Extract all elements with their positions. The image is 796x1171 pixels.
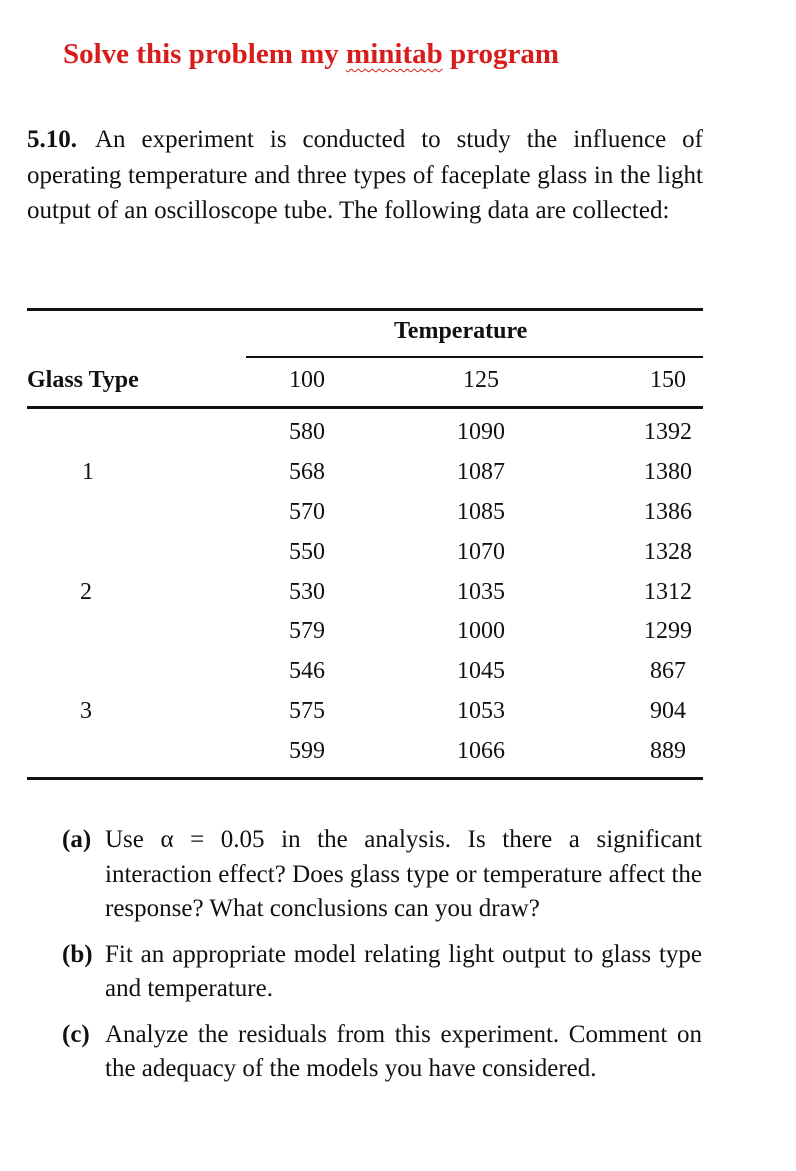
table-cell: 904 (650, 698, 686, 724)
question-list (62, 823, 702, 1098)
table-cell: 1380 (644, 459, 692, 485)
table-cell: 1045 (457, 658, 505, 684)
header-rule (27, 406, 703, 409)
question-a (62, 823, 702, 927)
table-top-rule (27, 308, 703, 311)
request-heading (63, 38, 559, 71)
table-cell: 889 (650, 738, 686, 764)
temperature-header: Temperature (394, 318, 528, 344)
question-text: Use α = 0.05 in the analysis. Is there a significant interaction effect? Does glass type or temperature affect the response? What conclusions can you draw? (105, 826, 702, 922)
problem-number: 5.10. (27, 126, 77, 153)
question-b (62, 938, 702, 1007)
question-label: (b) (62, 940, 93, 968)
table-cell: 1085 (457, 499, 505, 525)
table-cell: 599 (289, 738, 325, 764)
table-cell: 1035 (457, 579, 505, 605)
table-cell: 546 (289, 658, 325, 684)
table-cell: 580 (289, 419, 325, 445)
table-cell: 1087 (457, 459, 505, 485)
question-label: (a) (62, 826, 92, 853)
glass-type-header: Glass Type (27, 367, 139, 393)
table-cell: 568 (289, 459, 325, 485)
misspelled-word: minitab (346, 38, 443, 70)
glass-type-label: 3 (80, 698, 92, 724)
table-cell: 1053 (457, 698, 505, 724)
table-cell: 575 (289, 698, 325, 724)
column-header-100: 100 (289, 367, 325, 393)
table-cell: 1070 (457, 539, 505, 565)
question-c (62, 1018, 702, 1087)
table-cell: 1386 (644, 499, 692, 525)
column-header-125: 125 (463, 367, 499, 393)
request-text-end: program (442, 38, 559, 70)
question-label: (c) (62, 1020, 90, 1048)
table-cell: 867 (650, 658, 686, 684)
question-text: Fit an appropriate model relating light output to glass type and temperature. (105, 940, 702, 1002)
request-text-start: Solve this problem my (63, 38, 347, 70)
table-cell: 570 (289, 499, 325, 525)
problem-statement (27, 122, 703, 229)
question-text: Analyze the residuals from this experiment. Comment on the adequacy of the models you have considered. (105, 1020, 702, 1082)
table-cell: 1312 (644, 579, 692, 605)
table-cell: 579 (289, 618, 325, 644)
table-cell: 1066 (457, 738, 505, 764)
glass-type-label: 2 (80, 579, 92, 605)
glass-type-label: 1 (82, 459, 94, 485)
problem-text: An experiment is conducted to study the influence of operating temperature and three types of faceplate glass in the light output of an oscilloscope tube. The following data are collected: (27, 126, 703, 224)
table-cell: 530 (289, 579, 325, 605)
table-bottom-rule (27, 777, 703, 780)
table-cell: 1000 (457, 618, 505, 644)
table-cell: 1299 (644, 618, 692, 644)
table-cell: 1392 (644, 419, 692, 445)
column-header-150: 150 (650, 367, 686, 393)
table-cell: 1090 (457, 419, 505, 445)
temperature-rule (246, 356, 703, 358)
table-cell: 1328 (644, 539, 692, 565)
table-cell: 550 (289, 539, 325, 565)
